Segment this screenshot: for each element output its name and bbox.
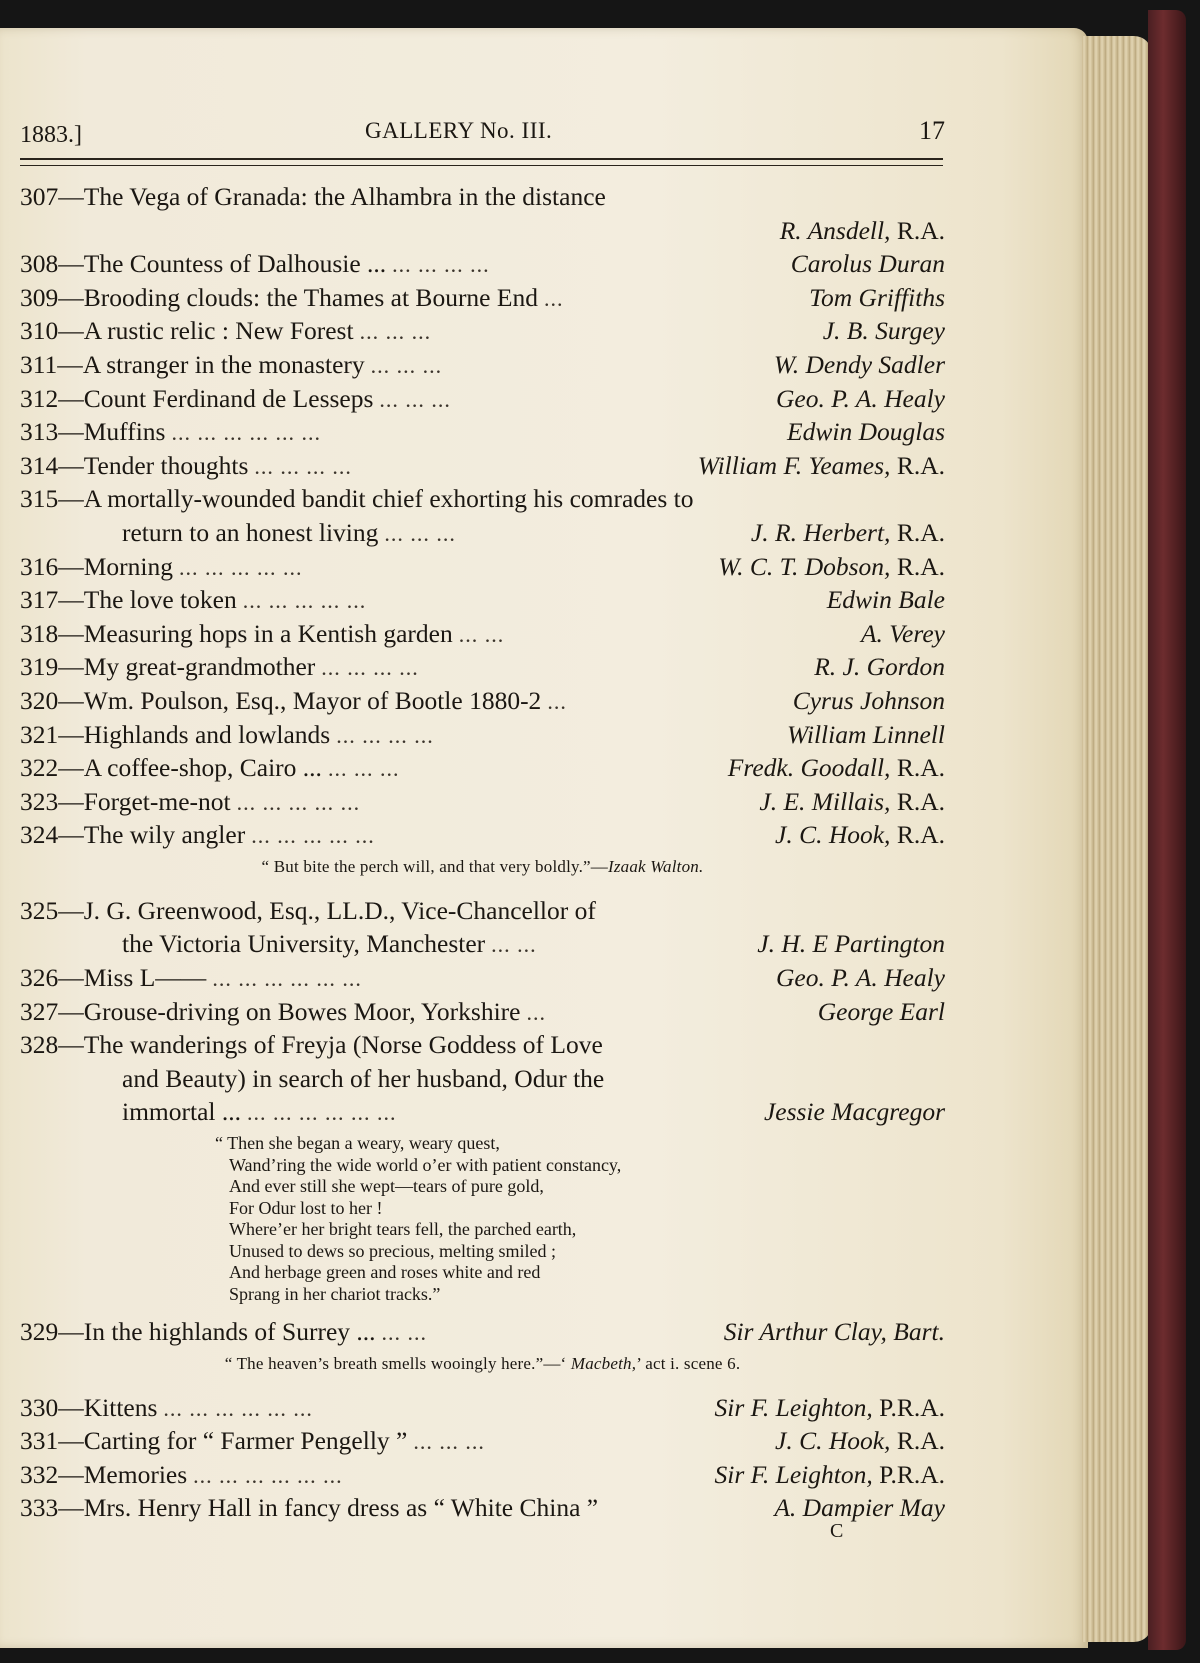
entry-number: 313— <box>20 417 84 447</box>
entry-number: 327— <box>20 996 84 1026</box>
entry-title: The love token <box>83 585 237 615</box>
leader-dots: ... <box>547 688 567 714</box>
entry-title-continued: immortal ... <box>122 1097 241 1127</box>
leader-dots: ... ... ... <box>413 1429 485 1455</box>
entry-artist: J. C. Hook, R.A. <box>775 1426 945 1456</box>
poem-line: Sprang in her chariot tracks.” <box>229 1283 441 1304</box>
catalogue-entry <box>20 415 945 449</box>
catalogue-entry <box>20 281 945 315</box>
catalogue-entry <box>20 1391 945 1425</box>
catalogue-entry <box>20 314 945 348</box>
entry-number: 319— <box>20 652 84 682</box>
catalogue-entry <box>20 1458 945 1492</box>
catalogue-entry-artist-line <box>20 214 945 248</box>
entry-title-continued: return to an honest living <box>122 517 379 547</box>
entry-number: 330— <box>20 1392 84 1422</box>
entry-number: 325— <box>20 895 84 925</box>
catalogue-entry <box>20 1491 945 1525</box>
entry-title: A stranger in the monastery <box>82 349 365 379</box>
entry-number: 308— <box>20 249 84 279</box>
entry-artist: Jessie Macgregor <box>763 1097 945 1127</box>
leader-dots: ... ... ... <box>379 386 451 412</box>
entry-title: Measuring hops in a Kentish garden <box>83 618 453 648</box>
epigraph-quote: “ But bite the perch will, and that very boldly.”—Izaak Walton. <box>261 856 704 876</box>
entry-number: 316— <box>20 551 84 581</box>
leader-dots: ... ... ... ... <box>336 722 434 748</box>
entry-title: J. G. Greenwood, Esq., LL.D., Vice-Chancellor of <box>83 895 596 925</box>
entry-artist: R. Ansdell, R.A. <box>779 215 945 245</box>
entry-number: 318— <box>20 618 84 648</box>
catalogue-entry-continuation <box>20 1095 945 1129</box>
entry-artist: J. E. Millais, R.A. <box>759 786 945 816</box>
entry-artist: George Earl <box>817 996 945 1026</box>
running-head <box>20 114 945 154</box>
entry-artist: William F. Yeames, R.A. <box>697 450 945 480</box>
catalogue-entry <box>20 785 945 819</box>
entry-artist: Geo. P. A. Healy <box>775 963 945 993</box>
entry-artist: Sir Arthur Clay, Bart. <box>723 1317 945 1347</box>
entry-number: 320— <box>20 685 84 715</box>
leader-dots: ... ... ... <box>384 520 456 546</box>
entry-artist: Sir F. Leighton, P.R.A. <box>714 1392 945 1422</box>
catalogue-entry-continuation <box>20 1062 945 1096</box>
entry-title: A rustic relic : New Forest <box>83 316 354 346</box>
catalogue-entry <box>20 995 945 1029</box>
leader-dots: ... ... <box>458 621 505 647</box>
catalogue-entry-continuation <box>20 516 945 550</box>
poem-quote <box>20 1133 945 1305</box>
catalogue-entry <box>20 180 945 214</box>
entry-number: 310— <box>20 316 84 346</box>
entry-title: Muffins <box>83 417 166 447</box>
entry-number: 333— <box>20 1493 84 1523</box>
entry-artist: Edwin Bale <box>826 585 945 615</box>
entry-title: My great-grandmother <box>83 652 316 682</box>
poem-line: And herbage green and roses white and red <box>229 1262 541 1283</box>
poem-line: For Odur lost to her ! <box>229 1197 383 1218</box>
quote-source: Macbeth, <box>570 1353 637 1373</box>
header-title: GALLERY No. III. <box>365 118 553 143</box>
entry-artist: J. C. Hook, R.A. <box>775 820 945 850</box>
entry-number: 309— <box>20 282 84 312</box>
entry-artist: Sir F. Leighton, P.R.A. <box>714 1459 945 1489</box>
poem-line: And ever still she wept—tears of pure gold, <box>229 1176 544 1197</box>
poem-line: “ Then she began a weary, weary quest, <box>215 1133 500 1154</box>
entry-artist: R. J. Gordon <box>814 652 945 682</box>
signature-mark: C <box>830 1520 844 1542</box>
catalogue-entry <box>20 449 945 483</box>
leader-dots: ... ... ... <box>359 319 432 345</box>
entry-artist: Fredk. Goodall, R.A. <box>727 753 945 783</box>
entry-artist: William Linnell <box>787 719 945 749</box>
page-number: 17 <box>919 116 945 145</box>
entry-artist: J. R. Herbert, R.A. <box>750 517 945 547</box>
book-binding <box>1148 10 1186 1650</box>
quote-source: Izaak Walton. <box>607 856 704 876</box>
entry-number: 314— <box>20 450 84 480</box>
entry-number: 324— <box>20 820 84 850</box>
catalogue-entry <box>20 482 945 516</box>
entry-artist: Geo. P. A. Healy <box>775 383 945 413</box>
epigraph-quote: “ The heaven’s breath smells wooingly here.”—‘ Macbeth,’ act i. scene 6. <box>224 1353 741 1373</box>
catalogue-entry <box>20 961 945 995</box>
entry-artist: Cyrus Johnson <box>792 685 945 715</box>
leader-dots: ... ... <box>491 932 537 958</box>
catalogue-entry <box>20 382 945 416</box>
entry-number: 323— <box>20 786 84 816</box>
leader-dots: ... ... ... <box>327 756 400 782</box>
entry-title-continued: the Victoria University, Manchester <box>122 929 486 959</box>
entry-title: Memories <box>83 1459 188 1489</box>
entries-group-b <box>20 247 945 482</box>
entry-number: 326— <box>20 963 84 993</box>
leader-dots: ... ... ... ... ... ... <box>171 420 321 446</box>
leader-dots: ... ... ... ... ... <box>242 588 367 614</box>
leader-dots: ... ... ... ... ... <box>179 554 303 580</box>
entry-artist: Carolus Duran <box>790 249 945 279</box>
entry-number: 307— <box>20 182 84 211</box>
entry-artist: A. Verey <box>860 618 945 648</box>
entry-title: Brooding clouds: the Thames at Bourne End <box>83 282 538 312</box>
entry-number: 332— <box>20 1459 84 1489</box>
leader-dots: ... ... ... ... <box>392 252 490 278</box>
catalogue-entry <box>20 348 945 382</box>
catalogue-entry <box>20 1424 945 1458</box>
entry-title: Wm. Poulson, Esq., Mayor of Bootle 1880-2 <box>83 685 542 715</box>
entry-number: 331— <box>20 1426 84 1456</box>
catalogue-entry <box>20 684 945 718</box>
entry-number: 317— <box>20 585 84 615</box>
entry-artist: A. Dampier May <box>774 1493 945 1523</box>
entry-title: The wily angler <box>83 820 246 850</box>
entry-title: Miss L—— <box>83 963 207 993</box>
entry-title: A coffee-shop, Cairo ... <box>83 753 322 783</box>
entry-title: The Vega of Granada: the Alhambra in the distance <box>83 182 606 211</box>
leader-dots: ... ... ... <box>370 352 443 378</box>
catalogue-entry <box>20 247 945 281</box>
catalogue-entry <box>20 550 945 584</box>
leader-dots: ... ... ... ... ... ... <box>212 966 362 992</box>
catalogue-list <box>20 180 945 1525</box>
entries-group-d <box>20 961 945 1028</box>
entry-title: The Countess of Dalhousie ... <box>83 249 387 279</box>
entry-artist: W. C. T. Dobson, R.A. <box>718 551 945 581</box>
catalogue-entry-continuation <box>20 927 945 961</box>
header-rule <box>20 158 943 160</box>
leader-dots: ... ... <box>381 1320 428 1346</box>
entry-artist: Tom Griffiths <box>809 282 945 312</box>
leader-dots: ... ... ... ... <box>321 655 419 681</box>
leader-dots: ... ... ... ... ... <box>236 789 361 815</box>
entries-group-c <box>20 550 945 852</box>
leader-dots: ... ... ... ... <box>254 453 352 479</box>
entry-title-continued: and Beauty) in search of her husband, Odur the <box>122 1063 605 1093</box>
entry-artist: J. H. E Partington <box>757 929 945 959</box>
header-rule-thin <box>20 165 943 166</box>
catalogue-entry <box>20 751 945 785</box>
leader-dots: ... ... ... ... ... <box>251 823 375 849</box>
catalogue-entry <box>20 1028 945 1062</box>
entry-number: 311— <box>20 349 83 379</box>
catalogue-entry <box>20 650 945 684</box>
catalogue-entry <box>20 894 945 928</box>
entry-number: 328— <box>20 1030 84 1060</box>
entry-title: Count Ferdinand de Lesseps <box>83 383 374 413</box>
entries-group-e <box>20 1391 945 1525</box>
entry-number: 322— <box>20 753 84 783</box>
page-edges <box>1082 36 1152 1642</box>
entry-number: 321— <box>20 719 84 749</box>
entry-title: Morning <box>83 551 173 581</box>
leader-dots: ... ... ... ... ... ... <box>163 1395 313 1421</box>
header-year: 1883.] <box>20 122 82 148</box>
entry-title: Mrs. Henry Hall in fancy dress as “ White China ” <box>83 1493 599 1523</box>
leader-dots: ... ... ... ... ... ... <box>193 1462 343 1488</box>
catalogue-entry <box>20 583 945 617</box>
entry-artist: J. B. Surgey <box>822 316 945 346</box>
entry-title: Grouse-driving on Bowes Moor, Yorkshire <box>83 996 521 1026</box>
poem-line: Unused to dews so precious, melting smiled ; <box>229 1240 556 1261</box>
leader-dots: ... ... ... ... ... ... <box>246 1100 397 1126</box>
entry-number: 312— <box>20 383 84 413</box>
poem-line: Where’er her bright tears fell, the parched earth, <box>229 1219 577 1240</box>
catalogue-entry <box>20 818 945 852</box>
entry-title: Highlands and lowlands <box>83 719 331 749</box>
entry-number: 315— <box>20 484 84 514</box>
catalogue-entry <box>20 718 945 752</box>
catalogue-entry <box>20 1315 945 1349</box>
entry-title: In the highlands of Surrey ... <box>83 1317 376 1347</box>
entry-title: Carting for “ Farmer Pengelly ” <box>83 1426 408 1456</box>
entry-title: Kittens <box>83 1392 158 1422</box>
catalogue-entry <box>20 617 945 651</box>
entry-artist: Edwin Douglas <box>787 417 945 447</box>
entry-artist: W. Dendy Sadler <box>773 349 945 379</box>
poem-line: Wand’ring the wide world o’er with patient constancy, <box>229 1154 622 1175</box>
entry-title: Tender thoughts <box>83 450 249 480</box>
entry-title: The wanderings of Freyja (Norse Goddess of Love <box>83 1030 603 1060</box>
entry-number: 329— <box>20 1317 84 1347</box>
entry-title: Forget-me-not <box>83 786 231 816</box>
leader-dots: ... <box>526 999 546 1025</box>
entry-title: A mortally-wounded bandit chief exhorting his comrades to <box>83 484 694 514</box>
leader-dots: ... <box>543 285 564 311</box>
